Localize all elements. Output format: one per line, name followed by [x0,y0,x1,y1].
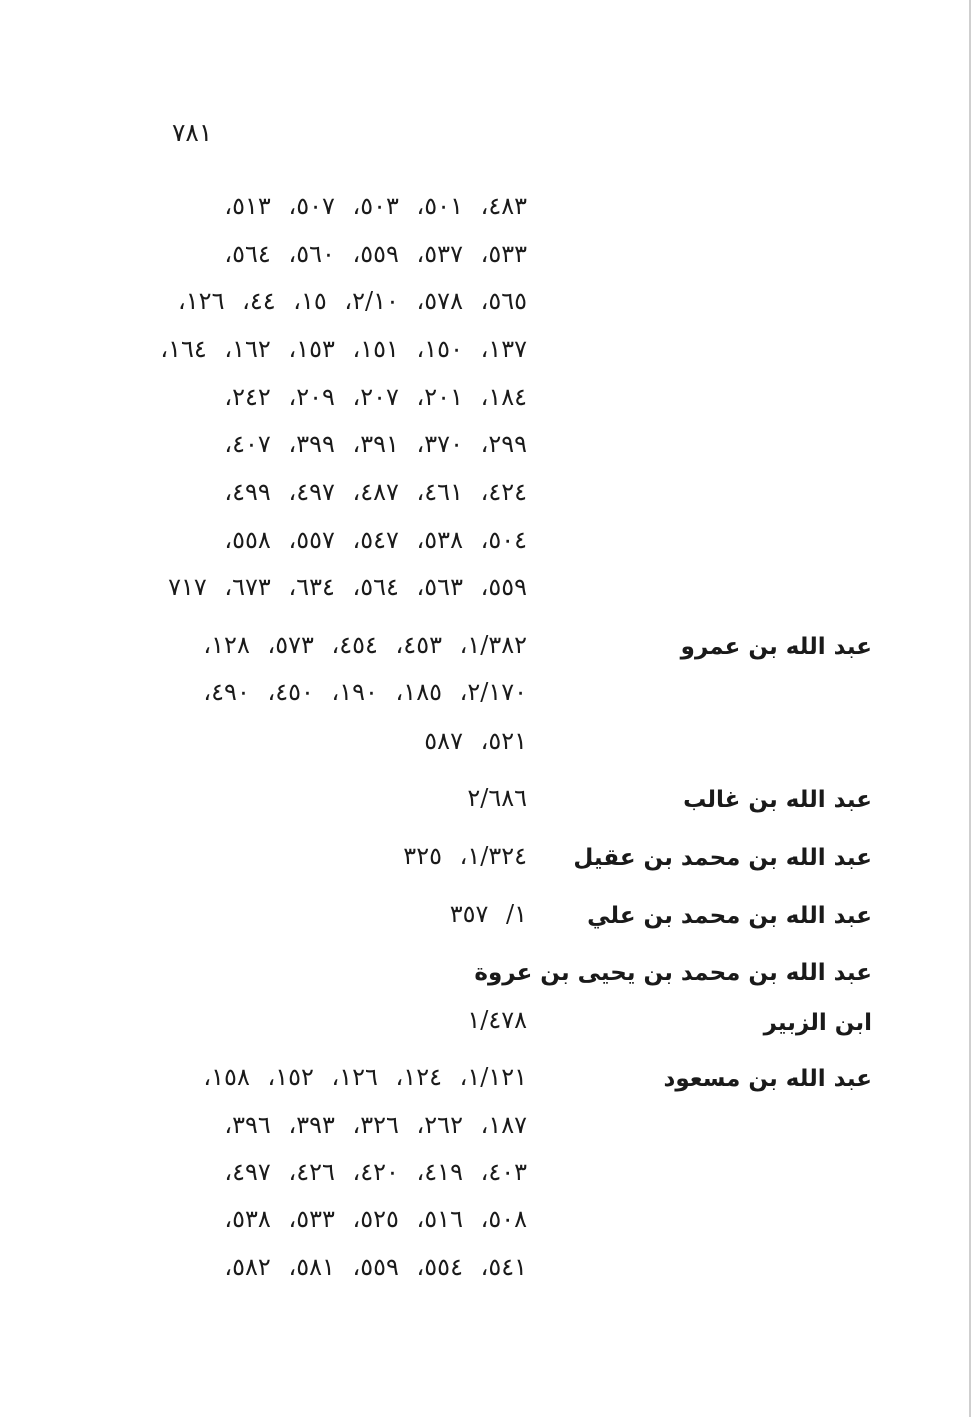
reference-line: ١٣٧، ١٥٠، ١٥١، ١٥٣، ١٦٢، ١٦٤، [160,335,527,363]
entry-name: عبد الله بن محمد بن يحيى بن عروة [474,960,872,986]
reference-line: ١٨٤، ٢٠١، ٢٠٧، ٢٠٩، ٢٤٢، [224,383,527,411]
reference-line: ٢/٦٨٦ [467,784,527,812]
reference-line: ٥٠٤، ٥٣٨، ٥٤٧، ٥٥٧، ٥٥٨، [224,526,527,554]
page-number: ٧٨١ [172,118,213,147]
reference-line: ١٨٧، ٢٦٢، ٣٢٦، ٣٩٣، ٣٩٦، [224,1111,527,1139]
entry-name: عبد الله بن مسعود [663,1066,872,1092]
reference-line: ٥٢١، ٥٨٧ [424,727,527,755]
entry-name: عبد الله بن عمرو [680,634,872,660]
reference-line: ٢٩٩، ٣٧٠، ٣٩١، ٣٩٩، ٤٠٧، [224,430,527,458]
entry-name: عبد الله بن محمد بن علي [587,903,872,929]
entry-name: عبد الله بن محمد بن عقيل [573,845,872,871]
reference-line: ٤٢٤، ٤٦١، ٤٨٧، ٤٩٧، ٤٩٩، [224,478,527,506]
reference-line: ٤٠٣، ٤١٩، ٤٢٠، ٤٢٦، ٤٩٧، [224,1158,527,1186]
entry-name-continuation: ابن الزبير [763,1010,872,1036]
reference-line: ١/٣٨٢، ٤٥٣، ٤٥٤، ٥٧٣، ١٢٨، [203,631,527,659]
reference-line: ٥٤١، ٥٥٤، ٥٥٩، ٥٨١، ٥٨٢، [224,1253,527,1281]
reference-line: ٥٣٣، ٥٣٧، ٥٥٩، ٥٦٠، ٥٦٤، [224,240,527,268]
reference-line: ٥٠٨، ٥١٦، ٥٢٥، ٥٣٣، ٥٣٨، [224,1205,527,1233]
reference-line: ٥٥٩، ٥٦٣، ٥٦٤، ٦٣٤، ٦٧٣، ٧١٧ [168,573,527,601]
entry-name: عبد الله بن غالب [683,787,872,813]
scan-edge-line [969,0,971,1417]
reference-line: ٥٦٥، ٥٧٨، ٢/١٠، ١٥، ٤٤، ١٢٦، [178,287,527,315]
reference-line: ١/ ٣٥٧ [449,900,527,928]
reference-line: ٢/١٧٠، ١٨٥، ١٩٠، ٤٥٠، ٤٩٠، [203,678,527,706]
reference-line: ٤٨٣، ٥٠١، ٥٠٣، ٥٠٧، ٥١٣، [224,192,527,220]
reference-line: ١/١٢١، ١٢٤، ١٢٦، ١٥٢، ١٥٨، [203,1063,527,1091]
reference-line: ١/٤٧٨ [467,1006,527,1034]
reference-line: ١/٣٢٤، ٣٢٥ [403,842,527,870]
